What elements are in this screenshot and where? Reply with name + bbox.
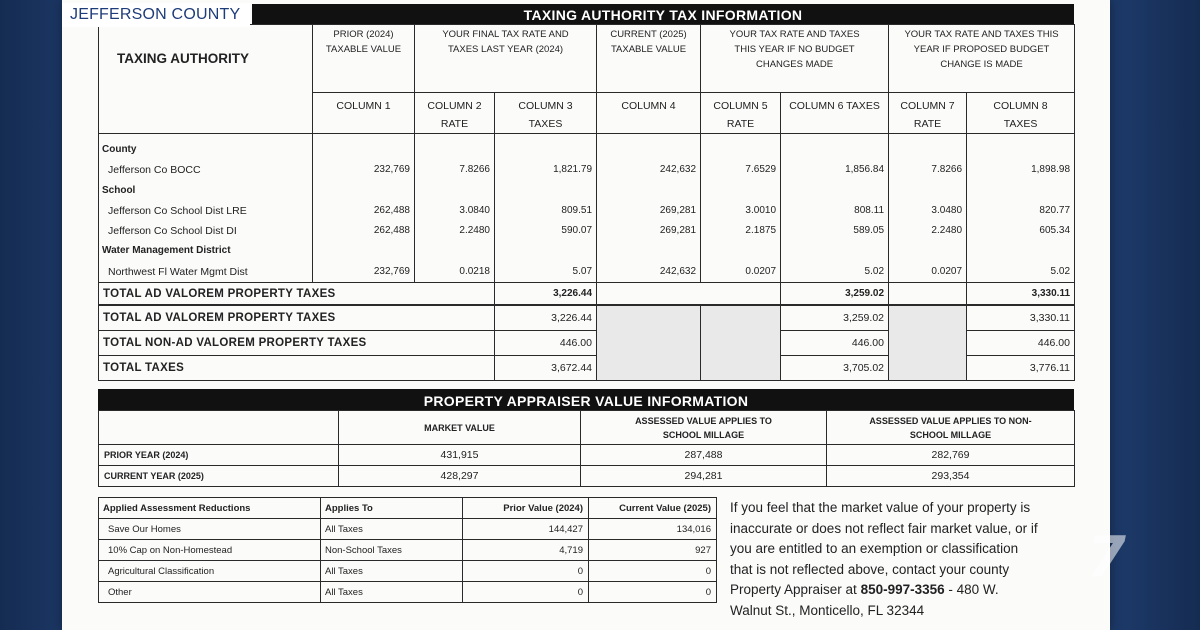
blank-cell <box>99 411 339 445</box>
current-value-header: Current Value (2025) <box>589 498 717 519</box>
total-column-8: 3,330.11 <box>967 283 1075 305</box>
cell-value: 0.0207 <box>745 265 777 277</box>
prior-market-value: 431,915 <box>339 445 581 466</box>
reduction-prior-value: 0 <box>463 582 589 603</box>
current-nonschool-value: 293,354 <box>827 466 1075 487</box>
cell-value: 5.07 <box>572 265 593 277</box>
cell-value: 1,821.79 <box>553 164 593 176</box>
entity-name: Jefferson Co School Dist LRE <box>108 204 247 217</box>
category-county: County <box>102 144 137 155</box>
reduction-prior-value: 144,427 <box>463 519 589 540</box>
current-market-value: 428,297 <box>339 466 581 487</box>
column-1-values <box>313 134 415 283</box>
entity-name: Jefferson Co School Dist DI <box>108 225 237 238</box>
cell-value: 589.05 <box>853 225 885 237</box>
reduction-applies-to: All Taxes <box>321 519 463 540</box>
entity-name: Northwest Fl Water Mgmt Dist <box>108 265 248 278</box>
column-2-header: COLUMN 2 RATE <box>415 93 495 134</box>
cell-value: 808.11 <box>854 204 885 216</box>
summary-total-col8: 3,776.11 <box>967 356 1075 381</box>
cell-value: 590.07 <box>561 225 593 237</box>
reductions-header: Applied Assessment Reductions <box>99 498 321 519</box>
cell-value: 0.0218 <box>459 265 490 277</box>
reduction-current-value: 0 <box>589 561 717 582</box>
market-value-header: MARKET VALUE <box>339 411 581 445</box>
column-5-values <box>701 134 781 283</box>
category-water-management: Water Management District <box>102 245 231 257</box>
cell-value: 7.8266 <box>931 164 963 176</box>
cell-value: 232,769 <box>373 164 410 176</box>
reduction-prior-value: 0 <box>463 561 589 582</box>
total-ad-valorem-label: TOTAL AD VALOREM PROPERTY TAXES <box>99 306 495 331</box>
cell-value: 7.6529 <box>745 164 777 176</box>
cell-value: 3.0010 <box>745 204 777 216</box>
reduction-current-value: 927 <box>589 540 717 561</box>
header-proposed-budget: YOUR TAX RATE AND TAXES THIS YEAR IF PROPOSED BUDGET CHANGE IS MADE <box>889 25 1075 93</box>
blank-cell <box>889 283 967 305</box>
blank-cell <box>597 283 781 305</box>
note-address: - 480 W. Walnut St., Monticello, FL 32344 <box>730 582 999 618</box>
summary-non-ad-valorem-col3: 446.00 <box>495 331 597 356</box>
assessed-nonschool-header: ASSESSED VALUE APPLIES TO NON-SCHOOL MILLAGE <box>827 411 1075 445</box>
column-3-header: COLUMN 3 TAXES <box>495 93 597 134</box>
column-6-values <box>781 134 889 283</box>
cell-value: 262,488 <box>373 225 410 237</box>
cell-value: 242,632 <box>659 164 697 176</box>
cell-value: 3.0840 <box>459 204 490 216</box>
shaded-cell <box>889 306 967 381</box>
summary-non-ad-valorem-col8: 446.00 <box>967 331 1075 356</box>
shaded-cell <box>701 306 781 381</box>
property-appraiser-title: PROPERTY APPRAISER VALUE INFORMATION <box>98 389 1074 410</box>
summary-ad-valorem-col8: 3,330.11 <box>967 306 1075 331</box>
cell-value: 5.02 <box>1050 265 1071 277</box>
column-2-values <box>415 134 495 283</box>
column-5-header: COLUMN 5 RATE <box>701 93 781 134</box>
cell-value: 262,488 <box>373 204 410 216</box>
column-8-values <box>967 134 1075 283</box>
cell-value: 3.0480 <box>931 204 963 216</box>
prior-school-value: 287,488 <box>581 445 827 466</box>
cell-value: 1,898.98 <box>1031 164 1071 176</box>
total-column-6: 3,259.02 <box>781 283 889 305</box>
entity-name: Jefferson Co BOCC <box>108 164 201 177</box>
assessment-reductions-table <box>98 497 717 603</box>
reduction-name: 10% Cap on Non-Homestead <box>99 540 321 561</box>
cell-value: 2.2480 <box>931 225 963 237</box>
header-final-rate-last-year: YOUR FINAL TAX RATE AND TAXES LAST YEAR (2024) <box>415 25 597 93</box>
authority-header-cell <box>99 25 313 134</box>
reduction-applies-to: All Taxes <box>321 582 463 603</box>
column-6-header: COLUMN 6 TAXES <box>781 93 889 134</box>
reduction-prior-value: 4,719 <box>463 540 589 561</box>
column-4-values <box>597 134 701 283</box>
assessed-school-header: ASSESSED VALUE APPLIES TO SCHOOL MILLAGE <box>581 411 827 445</box>
reduction-name: Agricultural Classification <box>99 561 321 582</box>
column-3-values <box>495 134 597 283</box>
reduction-name: Save Our Homes <box>99 519 321 540</box>
reduction-current-value: 134,016 <box>589 519 717 540</box>
applies-to-header: Applies To <box>321 498 463 519</box>
column-8-header: COLUMN 8 TAXES <box>967 93 1075 134</box>
total-ad-valorem-label: TOTAL AD VALOREM PROPERTY TAXES <box>99 283 495 305</box>
summary-total-col6: 3,705.02 <box>781 356 889 381</box>
summary-ad-valorem-col6: 3,259.02 <box>781 306 889 331</box>
shaded-cell <box>597 306 701 381</box>
cell-value: 820.77 <box>1039 204 1071 216</box>
total-taxes-label: TOTAL TAXES <box>99 356 495 381</box>
channel-7-logo-icon: 7 <box>1087 525 1126 590</box>
reduction-applies-to: Non-School Taxes <box>321 540 463 561</box>
taxing-authority-table <box>98 24 1075 305</box>
total-non-ad-valorem-label: TOTAL NON-AD VALOREM PROPERTY TAXES <box>99 331 495 356</box>
authority-header: TAXING AUTHORITY <box>117 51 249 66</box>
column-7-header: COLUMN 7 RATE <box>889 93 967 134</box>
cell-value: 2.1875 <box>745 225 777 237</box>
note-text: If you feel that the market value of your property is inaccurate or does not reflect fair market value, or if you are entitled to an exemption or classification that is not reflected above, contact your county Property Appraiser at <box>730 500 1038 597</box>
cell-value: 5.02 <box>864 265 885 277</box>
taxing-authority-title: TAXING AUTHORITY TAX INFORMATION <box>252 4 1074 24</box>
header-current-taxable: CURRENT (2025) TAXABLE VALUE <box>597 25 701 93</box>
summary-non-ad-valorem-col6: 446.00 <box>781 331 889 356</box>
prior-value-header: Prior Value (2024) <box>463 498 589 519</box>
cell-value: 269,281 <box>659 225 697 237</box>
appraiser-phone: 850-997-3356 <box>860 582 945 597</box>
reduction-current-value: 0 <box>589 582 717 603</box>
cell-value: 0.0207 <box>931 265 963 277</box>
current-year-label: CURRENT YEAR (2025) <box>99 466 339 487</box>
reduction-applies-to: All Taxes <box>321 561 463 582</box>
cell-value: 605.34 <box>1039 225 1071 237</box>
cell-value: 2.2480 <box>459 225 490 237</box>
column-4-header: COLUMN 4 <box>597 93 701 134</box>
cell-value: 242,632 <box>659 265 697 277</box>
cell-value: 809.51 <box>561 204 593 216</box>
authority-list <box>99 134 313 283</box>
category-school: School <box>102 184 136 196</box>
header-no-budget-change: YOUR TAX RATE AND TAXES THIS YEAR IF NO BUDGET CHANGES MADE <box>701 25 889 93</box>
cell-value: 1,856.84 <box>845 164 885 176</box>
appraiser-value-table <box>98 410 1075 487</box>
column-7-values <box>889 134 967 283</box>
reduction-name: Other <box>99 582 321 603</box>
total-column-3: 3,226.44 <box>495 283 597 305</box>
summary-ad-valorem-col3: 3,226.44 <box>495 306 597 331</box>
appraiser-contact-note <box>730 498 1040 621</box>
tax-totals-table <box>98 305 1075 381</box>
column-1-header: COLUMN 1 <box>313 93 415 134</box>
prior-year-label: PRIOR YEAR (2024) <box>99 445 339 466</box>
cell-value: 232,769 <box>373 265 410 277</box>
current-school-value: 294,281 <box>581 466 827 487</box>
cell-value: 269,281 <box>659 204 697 216</box>
county-badge: JEFFERSON COUNTY <box>62 3 250 27</box>
summary-total-col3: 3,672.44 <box>495 356 597 381</box>
prior-nonschool-value: 282,769 <box>827 445 1075 466</box>
header-prior-taxable: PRIOR (2024) TAXABLE VALUE <box>313 25 415 93</box>
cell-value: 7.8266 <box>459 164 490 176</box>
